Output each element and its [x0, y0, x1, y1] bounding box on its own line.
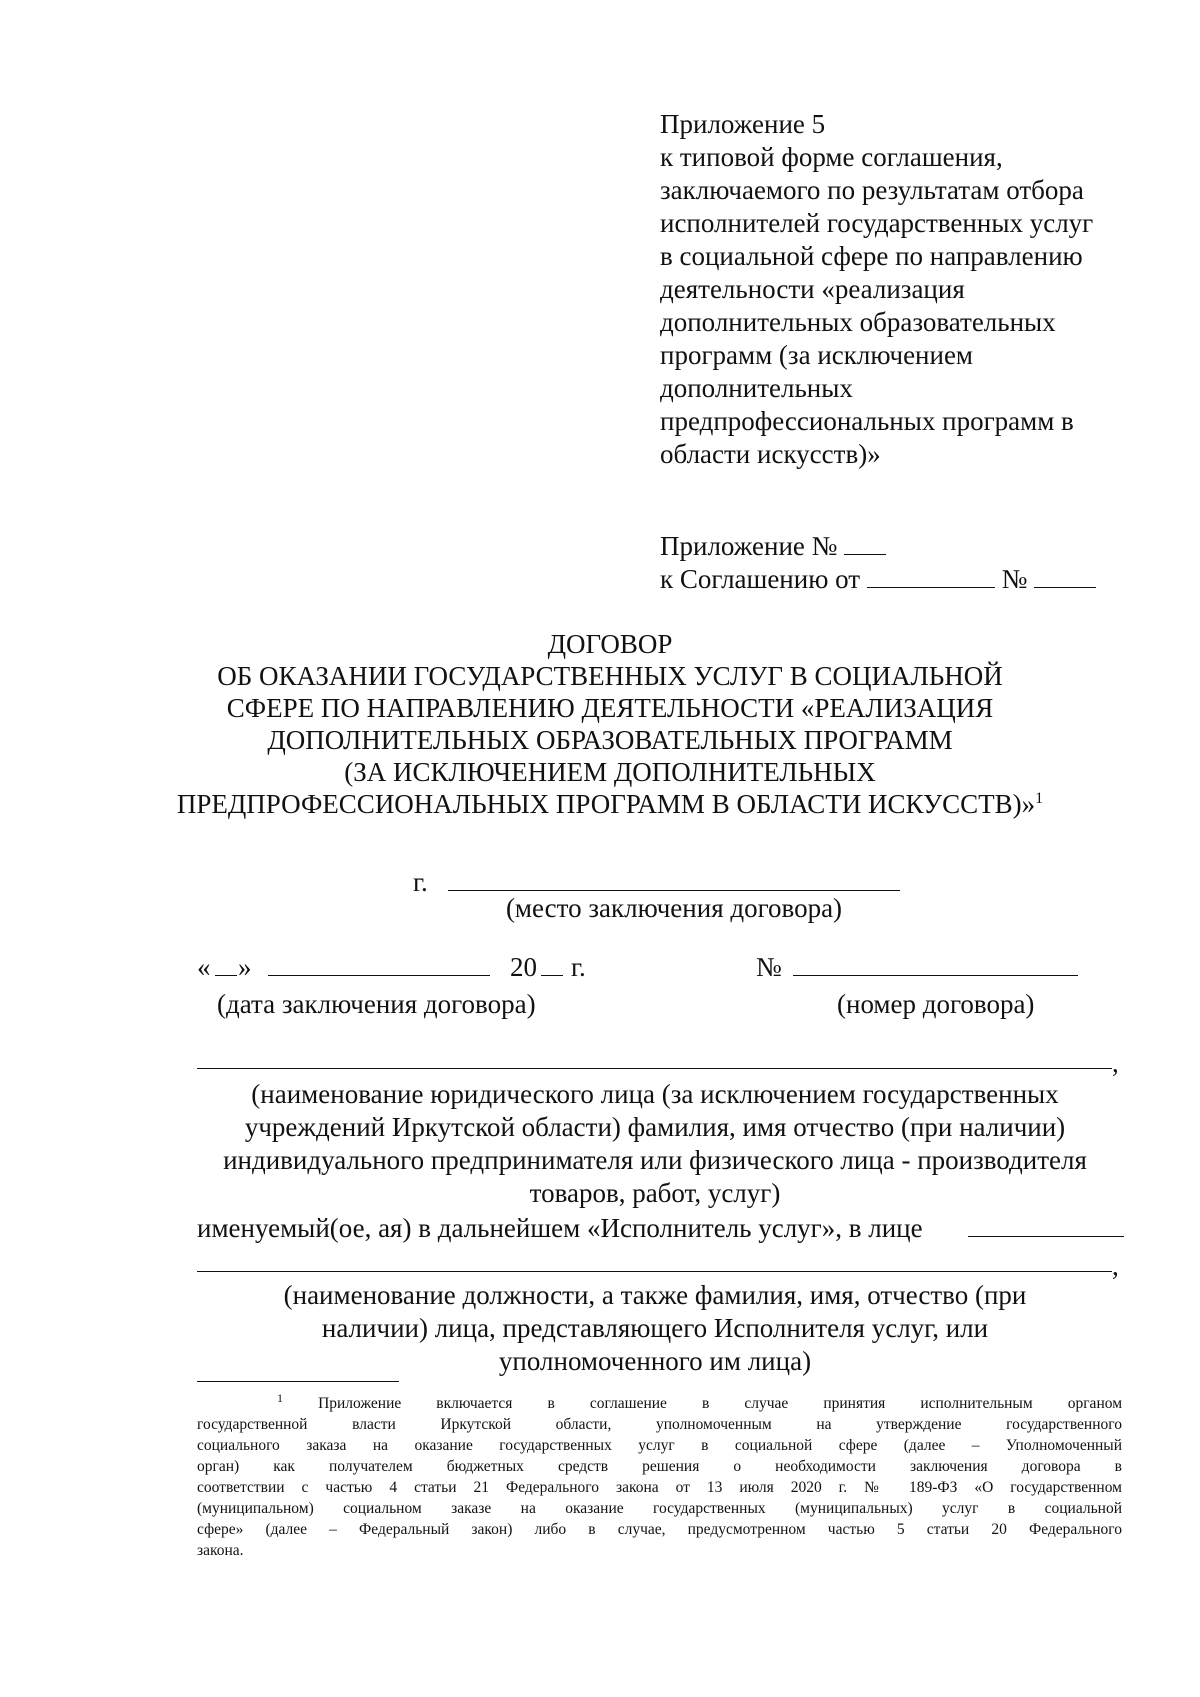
title-line: ДОГОВОР [547, 629, 673, 659]
agreement-date-label: к Соглашению от [660, 564, 861, 594]
representative-blank [968, 1236, 1124, 1237]
contract-title [150, 628, 1070, 820]
footnote-line: социального заказа на оказание государственных услуг в социальной сфере (далее – Уполномоченный [197, 1437, 1122, 1454]
contract-number-blank [793, 975, 1078, 976]
footnote-separator [197, 1381, 399, 1382]
agreement-number-blank [1034, 563, 1096, 588]
appendix-header-line: программ (за исключением [660, 340, 974, 370]
representative-caption-line: (наименование должности, а также фамилия, имя, отчество (при [283, 1280, 1027, 1310]
appendix-header-line: Приложение 5 [660, 109, 826, 139]
date-close-quote: » [238, 952, 252, 982]
year-blank [541, 975, 563, 976]
title-line: ПРЕДПРОФЕССИОНАЛЬНЫХ ПРОГРАММ В ОБЛАСТИ ИСКУССТВ)» [176, 789, 1036, 819]
place-caption: (место заключения договора) [505, 893, 843, 923]
contractor-name-blank [197, 1068, 1112, 1069]
day-blank [215, 975, 237, 976]
title-line: ОБ ОКАЗАНИИ ГОСУДАРСТВЕННЫХ УСЛУГ В СОЦИАЛЬНОЙ [217, 661, 1003, 691]
named-as-text: именуемый(ое, ая) в дальнейшем «Исполнитель услуг», в лице [197, 1213, 923, 1243]
title-line: (ЗА ИСКЛЮЧЕНИЕМ ДОПОЛНИТЕЛЬНЫХ [344, 757, 876, 787]
contractor-caption-line: учреждений Иркутской области) фамилия, имя отчество (при наличии) [244, 1112, 1066, 1142]
footnote-reference: 1 [1035, 790, 1044, 807]
city-prefix: г. [413, 867, 428, 897]
date-caption: (дата заключения договора) [217, 989, 536, 1019]
title-line: ДОПОЛНИТЕЛЬНЫХ ОБРАЗОВАТЕЛЬНЫХ ПРОГРАММ [267, 725, 953, 755]
agreement-date-line [660, 563, 1130, 596]
year-suffix: г. [571, 952, 586, 982]
footnote [197, 1390, 1122, 1561]
number-caption: (номер договора) [837, 989, 1035, 1019]
representative-caption-line: уполномоченного им лица) [498, 1346, 812, 1376]
contractor-caption-line: (наименование юридического лица (за исключением государственных [251, 1079, 1059, 1109]
appendix-header-line: к типовой форме соглашения, [660, 142, 1003, 172]
appendix-header-line: области искусств)» [660, 439, 881, 469]
year-prefix: 20 [510, 952, 537, 982]
footnote-line: закона. [197, 1542, 244, 1559]
contract-number-sign: № [756, 952, 782, 982]
representative-caption [190, 1279, 1120, 1378]
agreement-reference [660, 530, 1130, 596]
contractor-caption-line: индивидуального предпринимателя или физического лица - производителя [223, 1145, 1087, 1175]
representative-caption-line: наличии) лица, представляющего Исполнителя услуг, или [321, 1313, 989, 1343]
footnote-line: государственной власти Иркутской области, уполномоченным на утверждение государственного [197, 1416, 1122, 1433]
footnote-mark: 1 [277, 1390, 283, 1405]
footnote-text: Приложение включается в соглашение в случае принятия исполнительным органом [318, 1395, 1122, 1412]
footnote-line: сфере» (далее – Федеральный закон) либо в случае, предусмотренном частью 5 статьи 20 Федерального [197, 1521, 1122, 1538]
city-blank [448, 890, 900, 891]
appendix-header-line: в социальной сфере по направлению [660, 241, 1083, 271]
footnote-line: орган) как получателем бюджетных средств решения о необходимости заключения договора в [197, 1458, 1122, 1475]
title-last-line [150, 788, 1070, 820]
contractor-caption-line: товаров, работ, услуг) [529, 1178, 781, 1208]
appendix-header-line: предпрофессиональных программ в [660, 406, 1074, 436]
representative-trailing-comma: , [1112, 1251, 1119, 1281]
appendix-header-line: дополнительных [660, 373, 853, 403]
month-blank [268, 975, 490, 976]
contractor-caption [190, 1078, 1120, 1210]
appendix-number-line [660, 530, 1130, 563]
footnote-line: (муниципальном) социальном заказе на оказание государственных (муниципальных) услуг в социальной [197, 1500, 1122, 1517]
appendix-header-line: деятельности «реализация [660, 274, 965, 304]
date-open-quote: « [197, 952, 211, 982]
appendix-header-line: дополнительных образовательных [660, 307, 1056, 337]
footnote-line [197, 1390, 1122, 1414]
title-line: СФЕРЕ ПО НАПРАВЛЕНИЮ ДЕЯТЕЛЬНОСТИ «РЕАЛИЗАЦИЯ [226, 693, 994, 723]
appendix-header-line: исполнителей государственных услуг [660, 208, 1094, 238]
appendix-header [660, 108, 1130, 471]
appendix-number-label: Приложение № [660, 531, 838, 561]
footnote-line: соответствии с частью 4 статьи 21 Федерального закона от 13 июля 2020 г. № 189-ФЗ «О государственном [197, 1479, 1122, 1496]
agreement-number-sign: № [1001, 564, 1028, 594]
contractor-trailing-comma: , [1112, 1048, 1119, 1078]
appendix-header-line: заключаемого по результатам отбора [660, 175, 1084, 205]
representative-name-blank [197, 1271, 1112, 1272]
appendix-number-blank [844, 530, 886, 555]
agreement-date-blank [867, 563, 995, 588]
